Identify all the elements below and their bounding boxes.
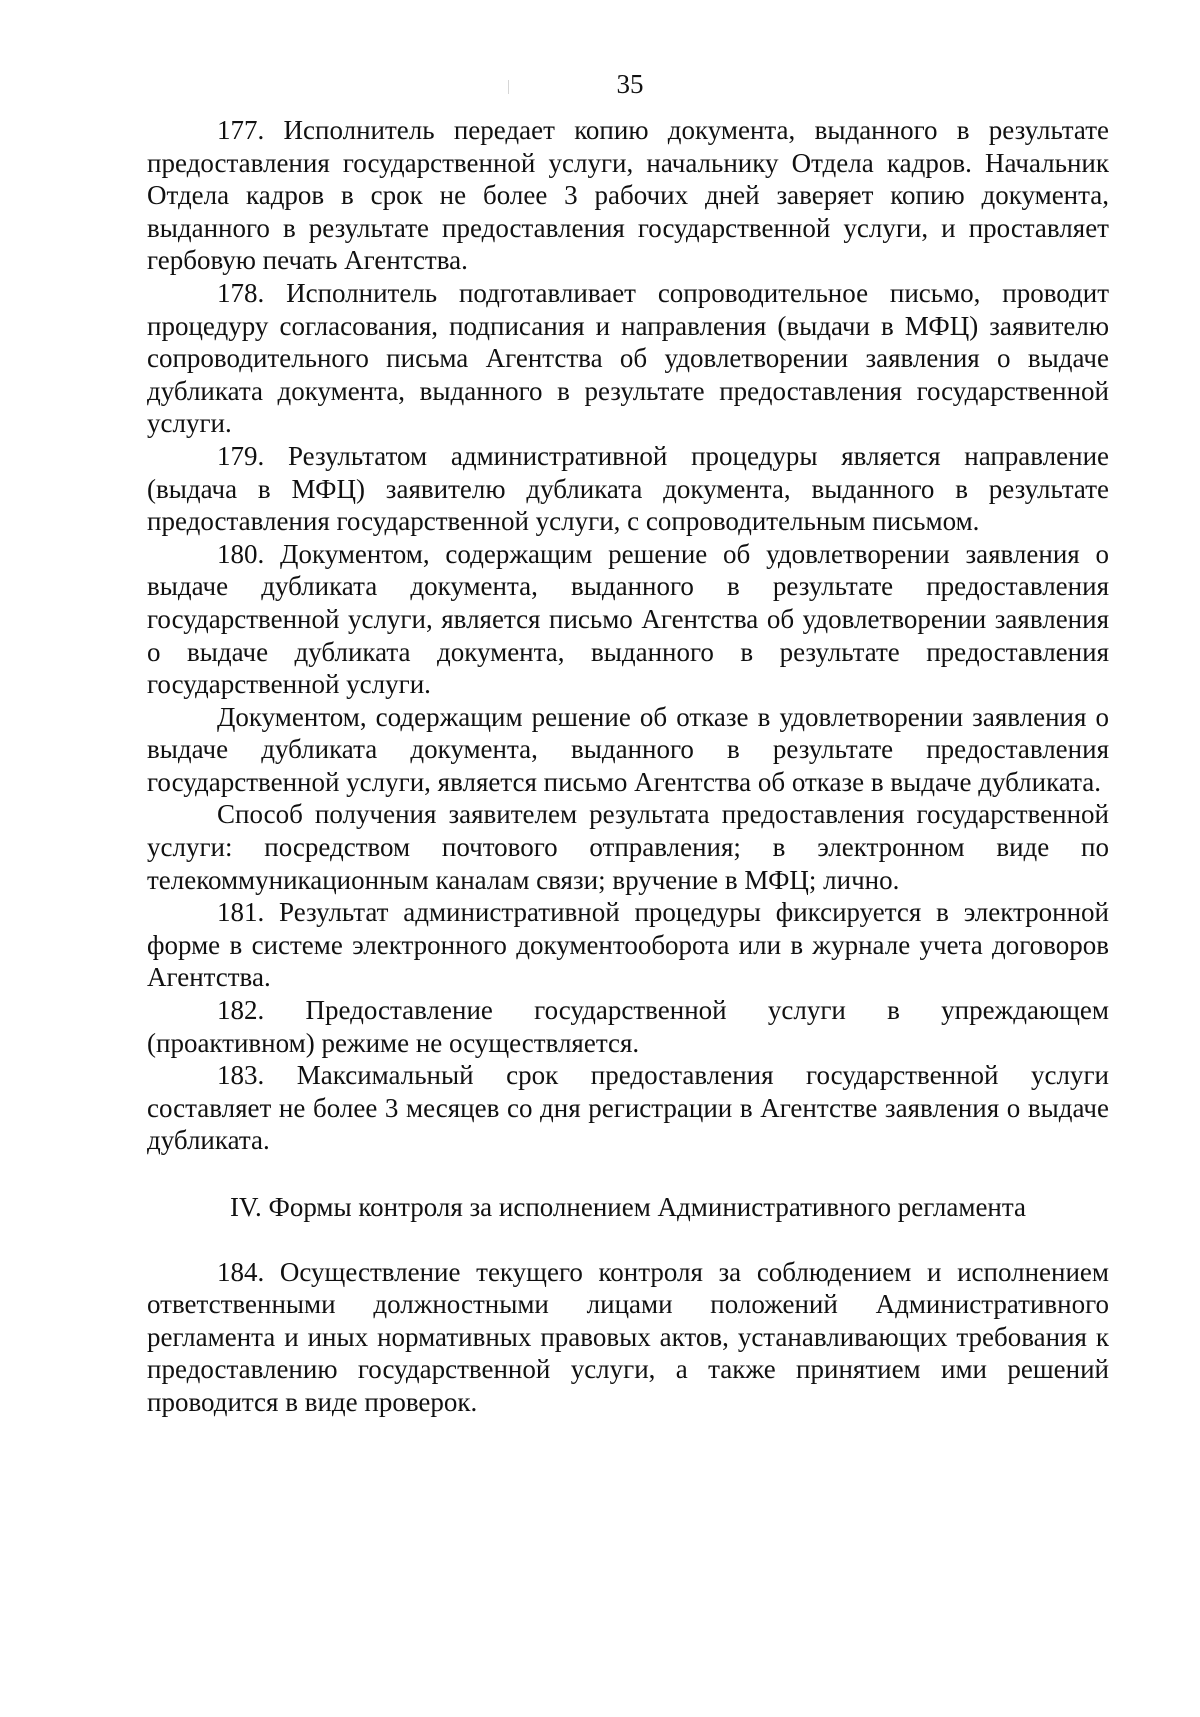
paragraph-181: 181. Результат административной процедуры фиксируется в электронной форме в системе электронного документооборота или в журнале учета договоров Агентства.: [147, 897, 1109, 993]
paragraph-183: 183. Максимальный срок предоставления государственной услуги составляет не более 3 месяцев со дня регистрации в Агентстве заявления о выдаче дубликата.: [147, 1060, 1109, 1156]
page-number: 35: [616, 69, 644, 99]
paragraph-177: 177. Исполнитель передает копию документа, выданного в результате предоставления государственной услуги, начальнику Отдела кадров. Начальник Отдела кадров в срок не более 3 рабочих дней заверяет копию документа, выданного в результате предоставления государственной услуги, и проставляет гербовую печать Агентства.: [147, 115, 1109, 276]
paragraph-178: 178. Исполнитель подготавливает сопроводительное письмо, проводит процедуру согласования, подписания и направления (выдачи в МФЦ) заявителю сопроводительного письма Агентства об удовлетворении заявления о выдаче дубликата документа, выданного в результате предоставления государственной услуги.: [147, 277, 1109, 439]
section-heading: IV. Формы контроля за исполнением Административного регламента: [229, 1192, 1026, 1222]
paragraph-delivery-method: Способ получения заявителем результата предоставления государственной услуги: посредством почтового отправления; в электронном виде по телекоммуникационным каналам связи; вручение в МФЦ; лично.: [147, 799, 1109, 895]
document-body: [147, 114, 1109, 1419]
paragraph-182: 182. Предоставление государственной услуги в упреждающем (проактивном) режиме не осуществляется.: [147, 995, 1109, 1058]
paragraph-refusal-document: Документом, содержащим решение об отказе в удовлетворении заявления о выдаче дубликата документа, выданного в результате предоставления государственной услуги, является письмо Агентства об отказе в выдаче дубликата.: [147, 701, 1109, 797]
paragraph-184: 184. Осуществление текущего контроля за соблюдением и исполнением ответственными должностными лицами положений Административного регламента и иных нормативных правовых актов, устанавливающих требования к предоставлению государственной услуги, а также принятием ими решений проводится в виде проверок.: [147, 1256, 1109, 1417]
paragraph-180: 180. Документом, содержащим решение об удовлетворении заявления о выдаче дубликата документа, выданного в результате предоставления государственной услуги, является письмо Агентства об удовлетворении заявления о выдаче дубликата документа, выданного в результате предоставления государственной услуги.: [147, 538, 1109, 700]
paragraph-179: 179. Результатом административной процедуры является направление (выдача в МФЦ) заявителю дубликата документа, выданного в результате предоставления государственной услуги, с сопроводительным письмом.: [147, 440, 1109, 537]
